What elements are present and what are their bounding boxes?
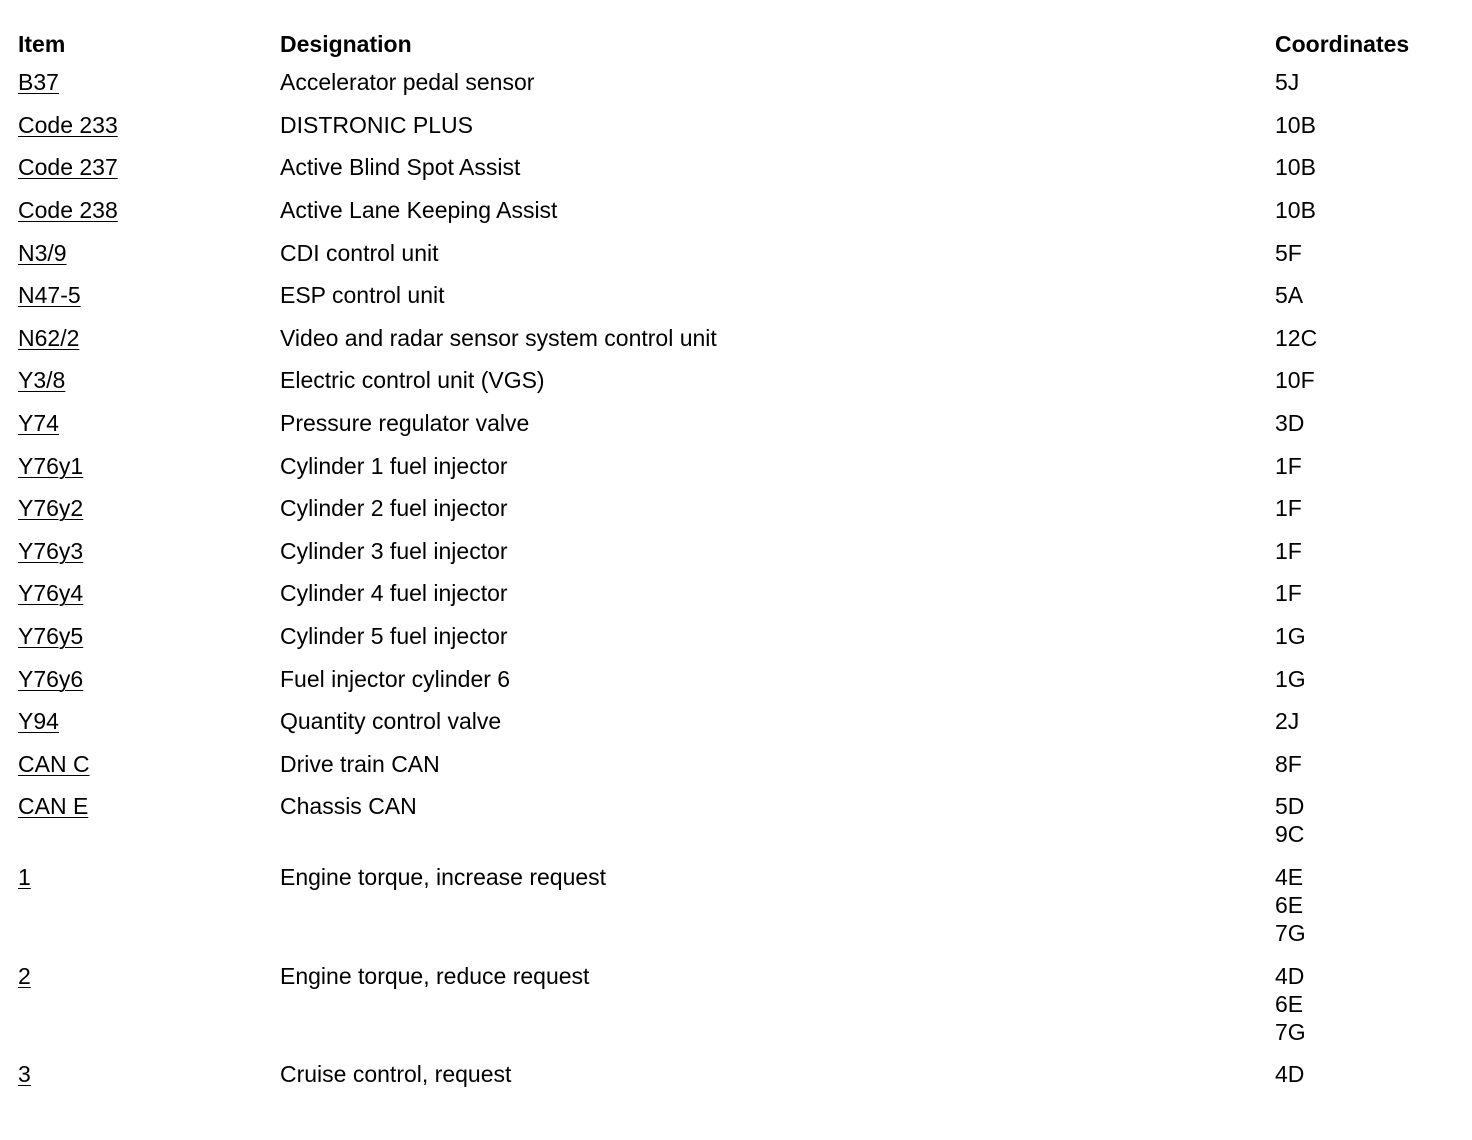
- coordinate-value: 6E: [1275, 891, 1304, 918]
- item-link[interactable]: CAN E: [18, 793, 89, 820]
- coordinates-cell: [1275, 750, 1458, 778]
- table-row: [18, 231, 1458, 274]
- designation-cell: Cruise control, request: [280, 1061, 512, 1088]
- coordinates-cell: [1275, 153, 1458, 181]
- coordinates-cell: [1275, 792, 1458, 848]
- coordinate-value: 10B: [1275, 111, 1316, 138]
- coordinates-cell: [1275, 494, 1458, 522]
- designation-cell: Drive train CAN: [280, 750, 440, 777]
- item-cell: [18, 863, 280, 891]
- table-row: [18, 1053, 1458, 1096]
- legend-table: [18, 28, 1458, 1095]
- table-row: [18, 104, 1458, 147]
- item-link[interactable]: N47-5: [18, 282, 81, 309]
- designation-cell: Accelerator pedal sensor: [280, 69, 535, 96]
- item-cell: [18, 452, 280, 480]
- item-link[interactable]: Code 233: [18, 111, 118, 138]
- designation-cell: CDI control unit: [280, 239, 439, 266]
- table-header-row: [18, 28, 1458, 61]
- coordinate-value: 5J: [1275, 69, 1300, 96]
- coordinate-value: 2J: [1275, 708, 1300, 735]
- designation-cell: ESP control unit: [280, 282, 445, 309]
- coordinate-value: 10F: [1275, 367, 1315, 394]
- designation-cell: Engine torque, increase request: [280, 863, 607, 890]
- table-row: [18, 487, 1458, 530]
- table-row: [18, 615, 1458, 658]
- coordinate-value: 10B: [1275, 154, 1316, 181]
- table-row: [18, 274, 1458, 317]
- coordinates-cell: [1275, 239, 1458, 267]
- designation-cell: Engine torque, reduce request: [280, 962, 590, 989]
- coordinates-cell: [1275, 409, 1458, 437]
- coordinate-value: 1F: [1275, 452, 1302, 479]
- coordinate-value: 12C: [1275, 324, 1318, 351]
- coordinates-cell: [1275, 324, 1458, 352]
- table-row: [18, 402, 1458, 445]
- item-cell: [18, 494, 280, 522]
- item-cell: [18, 622, 280, 650]
- item-link[interactable]: 1: [18, 863, 31, 890]
- item-cell: [18, 324, 280, 352]
- table-row: [18, 317, 1458, 360]
- item-link[interactable]: Y76y6: [18, 665, 84, 692]
- item-cell: [18, 68, 280, 96]
- coordinates-cell: [1275, 579, 1458, 607]
- coordinate-value: 5F: [1275, 239, 1302, 266]
- header-coordinates: Coordinates: [1275, 31, 1410, 57]
- coordinate-value: 7G: [1275, 1018, 1306, 1045]
- coordinate-value: 4E: [1275, 863, 1304, 890]
- item-link[interactable]: Code 237: [18, 154, 118, 181]
- designation-cell: DISTRONIC PLUS: [280, 111, 473, 138]
- designation-cell: Quantity control valve: [280, 708, 502, 735]
- coordinate-value: 7G: [1275, 919, 1306, 946]
- item-link[interactable]: Y94: [18, 708, 59, 735]
- coordinates-cell: [1275, 452, 1458, 480]
- coordinates-cell: [1275, 366, 1458, 394]
- table-row: [18, 189, 1458, 232]
- item-link[interactable]: Y76y5: [18, 623, 84, 650]
- item-link[interactable]: 3: [18, 1061, 31, 1088]
- coordinate-value: 1F: [1275, 580, 1302, 607]
- coordinates-cell: [1275, 537, 1458, 565]
- coordinates-cell: [1275, 622, 1458, 650]
- coordinate-value: 10B: [1275, 197, 1316, 224]
- item-link[interactable]: N3/9: [18, 239, 67, 266]
- item-link[interactable]: Y3/8: [18, 367, 66, 394]
- coordinate-value: 1G: [1275, 623, 1306, 650]
- item-link[interactable]: B37: [18, 69, 59, 96]
- item-cell: [18, 366, 280, 394]
- item-link[interactable]: Y76y2: [18, 495, 84, 522]
- coordinates-cell: [1275, 863, 1458, 947]
- designation-cell: Fuel injector cylinder 6: [280, 665, 511, 692]
- designation-cell: Cylinder 2 fuel injector: [280, 495, 508, 522]
- table-row: [18, 530, 1458, 573]
- designation-cell: Electric control unit (VGS): [280, 367, 545, 394]
- coordinate-value: 4D: [1275, 962, 1305, 989]
- item-cell: [18, 111, 280, 139]
- coordinates-cell: [1275, 962, 1458, 1046]
- designation-cell: Cylinder 3 fuel injector: [280, 537, 508, 564]
- table-row: [18, 743, 1458, 786]
- item-cell: [18, 153, 280, 181]
- item-link[interactable]: Y76y4: [18, 580, 84, 607]
- coordinate-value: 5A: [1275, 282, 1304, 309]
- coordinates-cell: [1275, 707, 1458, 735]
- item-link[interactable]: Y74: [18, 410, 59, 437]
- item-cell: [18, 239, 280, 267]
- designation-cell: Video and radar sensor system control unit: [280, 324, 717, 351]
- item-cell: [18, 707, 280, 735]
- item-cell: [18, 1060, 280, 1088]
- item-link[interactable]: Y76y1: [18, 452, 84, 479]
- item-link[interactable]: Code 238: [18, 197, 118, 224]
- designation-cell: Active Lane Keeping Assist: [280, 197, 558, 224]
- table-row: [18, 146, 1458, 189]
- table-row: [18, 856, 1458, 955]
- item-link[interactable]: 2: [18, 962, 31, 989]
- designation-cell: Cylinder 4 fuel injector: [280, 580, 508, 607]
- coordinate-value: 1F: [1275, 495, 1302, 522]
- table-row: [18, 954, 1458, 1053]
- table-row: [18, 61, 1458, 104]
- item-cell: [18, 962, 280, 990]
- coordinates-cell: [1275, 111, 1458, 139]
- header-item: Item: [18, 31, 66, 57]
- header-designation: Designation: [280, 31, 412, 57]
- coordinate-value: 6E: [1275, 990, 1304, 1017]
- table-row: [18, 700, 1458, 743]
- item-link[interactable]: N62/2: [18, 324, 80, 351]
- item-link[interactable]: CAN C: [18, 750, 90, 777]
- table-row: [18, 359, 1458, 402]
- coordinate-value: 1F: [1275, 537, 1302, 564]
- table-row: [18, 785, 1458, 856]
- designation-cell: Cylinder 1 fuel injector: [280, 452, 508, 479]
- coordinate-value: 4D: [1275, 1061, 1305, 1088]
- item-cell: [18, 792, 280, 820]
- coordinate-value: 3D: [1275, 410, 1305, 437]
- item-cell: [18, 579, 280, 607]
- coordinates-cell: [1275, 665, 1458, 693]
- item-cell: [18, 750, 280, 778]
- table-body: [18, 61, 1458, 1095]
- designation-cell: Cylinder 5 fuel injector: [280, 623, 508, 650]
- item-cell: [18, 409, 280, 437]
- coordinate-value: 8F: [1275, 750, 1302, 777]
- item-cell: [18, 281, 280, 309]
- coordinates-cell: [1275, 1060, 1458, 1088]
- item-link[interactable]: Y76y3: [18, 537, 84, 564]
- coordinates-cell: [1275, 281, 1458, 309]
- coordinates-cell: [1275, 196, 1458, 224]
- coordinate-value: 1G: [1275, 665, 1306, 692]
- designation-cell: Active Blind Spot Assist: [280, 154, 521, 181]
- table-row: [18, 572, 1458, 615]
- coordinate-value: 5D: [1275, 793, 1305, 820]
- table-row: [18, 444, 1458, 487]
- coordinate-value: 9C: [1275, 821, 1305, 848]
- item-cell: [18, 196, 280, 224]
- designation-cell: Pressure regulator valve: [280, 410, 530, 437]
- table-row: [18, 657, 1458, 700]
- coordinates-cell: [1275, 68, 1458, 96]
- item-cell: [18, 537, 280, 565]
- item-cell: [18, 665, 280, 693]
- designation-cell: Chassis CAN: [280, 793, 417, 820]
